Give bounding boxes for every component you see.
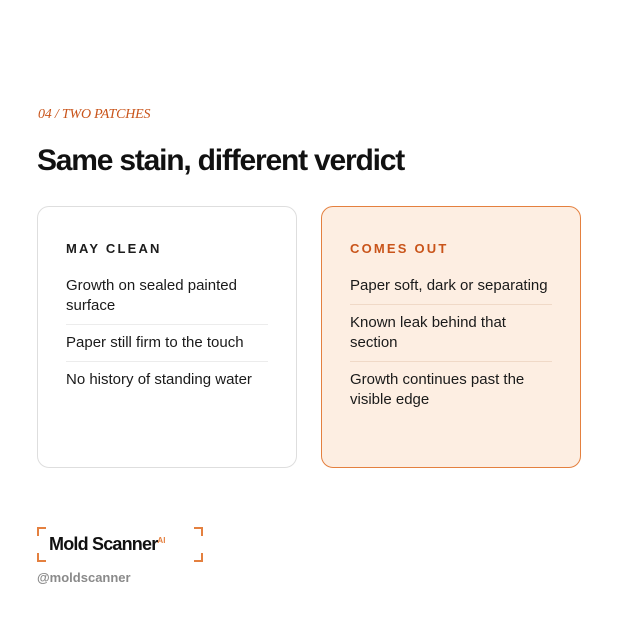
list-item: Growth on sealed painted surface [66, 268, 268, 325]
list-item: Growth continues past the visible edge [350, 371, 525, 408]
social-handle: @moldscanner [37, 570, 131, 585]
page-title: Same stain, different verdict [37, 144, 404, 177]
list-item: No history of standing water [66, 371, 252, 388]
frame-corner [37, 553, 46, 562]
card-title: MAY CLEAN [66, 241, 162, 256]
may-clean-card [37, 206, 297, 468]
list-item: Paper still firm to the touch [66, 325, 268, 362]
list-item: Known leak behind that section [350, 305, 552, 362]
frame-corner [194, 527, 203, 536]
list-item: Paper soft, dark or separating [350, 268, 552, 305]
comes-out-card [321, 206, 581, 468]
brand-name-text: Mold Scanner [49, 534, 158, 554]
section-eyebrow: 04 / TWO PATCHES [38, 107, 151, 122]
brand-logo [37, 527, 203, 562]
brand-ai-badge: AI [157, 536, 166, 545]
brand-name [49, 534, 165, 555]
card-title: COMES OUT [350, 241, 449, 256]
frame-corner [37, 527, 46, 536]
frame-corner [194, 553, 203, 562]
